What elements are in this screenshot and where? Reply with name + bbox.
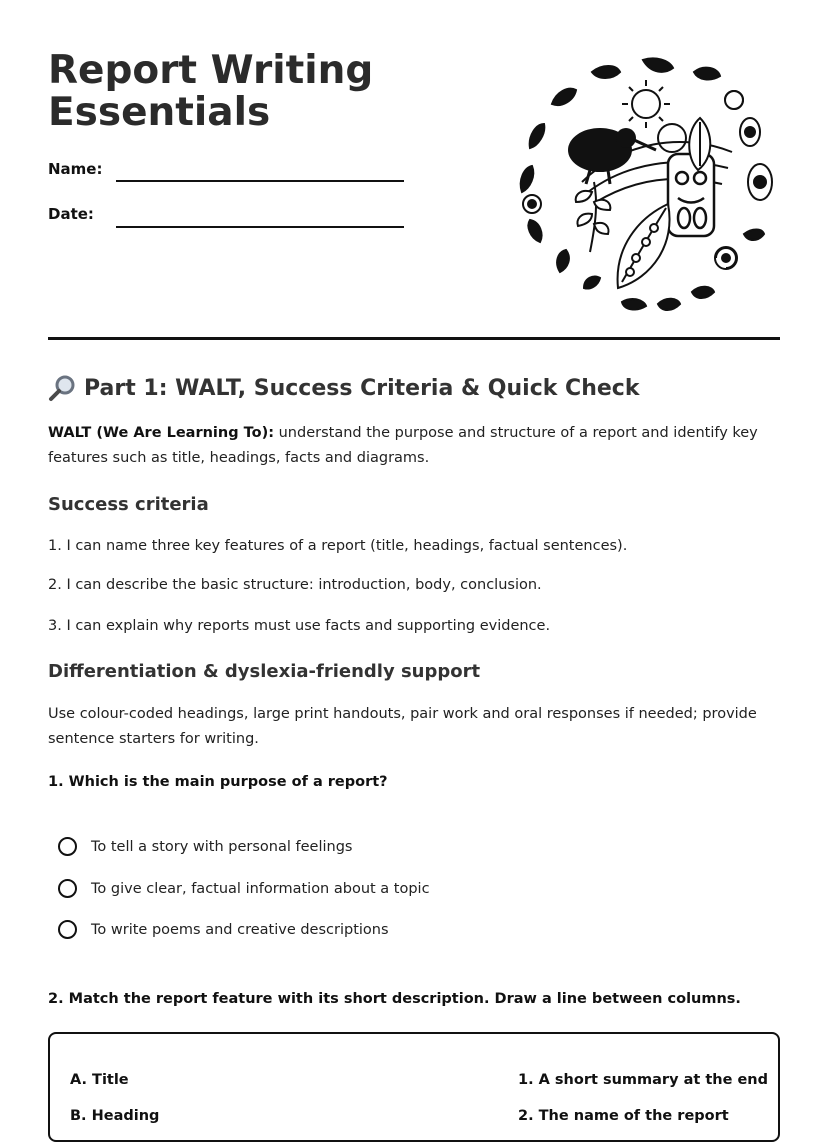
match-right-1[interactable]: 1. A short summary at the end	[518, 1072, 769, 1088]
criterion-1: 1. I can name three key features of a report (title, headings, factual sentences).	[48, 538, 628, 554]
match-right-2[interactable]: 2. The name of the report	[518, 1108, 729, 1124]
q1-option-1[interactable]	[58, 837, 352, 856]
q1-option-2[interactable]	[58, 879, 430, 898]
name-line[interactable]	[116, 180, 404, 182]
maori-emblem-illustration	[512, 52, 774, 314]
q1-option-2-label: To give clear, factual information about a topic	[91, 880, 430, 897]
differentiation-paragraph: Use colour-coded headings, large print handouts, pair work and oral responses if needed; provide sentence starters for writing.	[48, 706, 757, 747]
walt-paragraph	[48, 421, 788, 471]
part1-heading	[48, 374, 639, 402]
sun-icon	[622, 80, 670, 128]
magnifying-glass-icon	[48, 374, 76, 402]
radio-circle[interactable]	[58, 837, 77, 856]
q1-option-3-label: To write poems and creative descriptions	[91, 921, 389, 938]
question-1-prompt: 1. Which is the main purpose of a report?	[48, 774, 388, 790]
walt-label: WALT (We Are Learning To):	[48, 425, 274, 441]
q1-option-1-label: To tell a story with personal feelings	[91, 838, 353, 855]
title-line-1: Report Writing	[48, 48, 374, 93]
worksheet-title	[48, 50, 468, 134]
title-line-2: Essentials	[48, 90, 271, 135]
walt-text: understand the purpose and structure of a report and identify key features such as title, headings, facts and diagrams.	[48, 425, 758, 466]
match-left-a[interactable]: A. Title	[70, 1072, 129, 1088]
radio-circle[interactable]	[58, 920, 77, 939]
date-line[interactable]	[116, 226, 404, 228]
success-criteria-heading: Success criteria	[48, 494, 209, 515]
criterion-2: 2. I can describe the basic structure: introduction, body, conclusion.	[48, 577, 542, 593]
criterion-3: 3. I can explain why reports must use facts and supporting evidence.	[48, 618, 551, 634]
name-label: Name:	[48, 160, 103, 178]
question-2-prompt: 2. Match the report feature with its short description. Draw a line between columns.	[48, 991, 741, 1007]
radio-circle[interactable]	[58, 879, 77, 898]
q1-option-3[interactable]	[58, 920, 389, 939]
match-left-b[interactable]: B. Heading	[70, 1108, 160, 1124]
matching-box	[48, 1032, 780, 1142]
differentiation-heading: Differentiation & dyslexia-friendly support	[48, 661, 481, 682]
part1-heading-text: Part 1: WALT, Success Criteria & Quick Check	[84, 375, 640, 401]
fern-icon	[576, 182, 611, 252]
header-divider	[48, 337, 780, 340]
kiwi-bird-icon	[568, 128, 656, 184]
date-label: Date:	[48, 205, 94, 223]
leaf-pod-icon	[618, 204, 670, 288]
carved-pou-icon	[668, 154, 714, 236]
